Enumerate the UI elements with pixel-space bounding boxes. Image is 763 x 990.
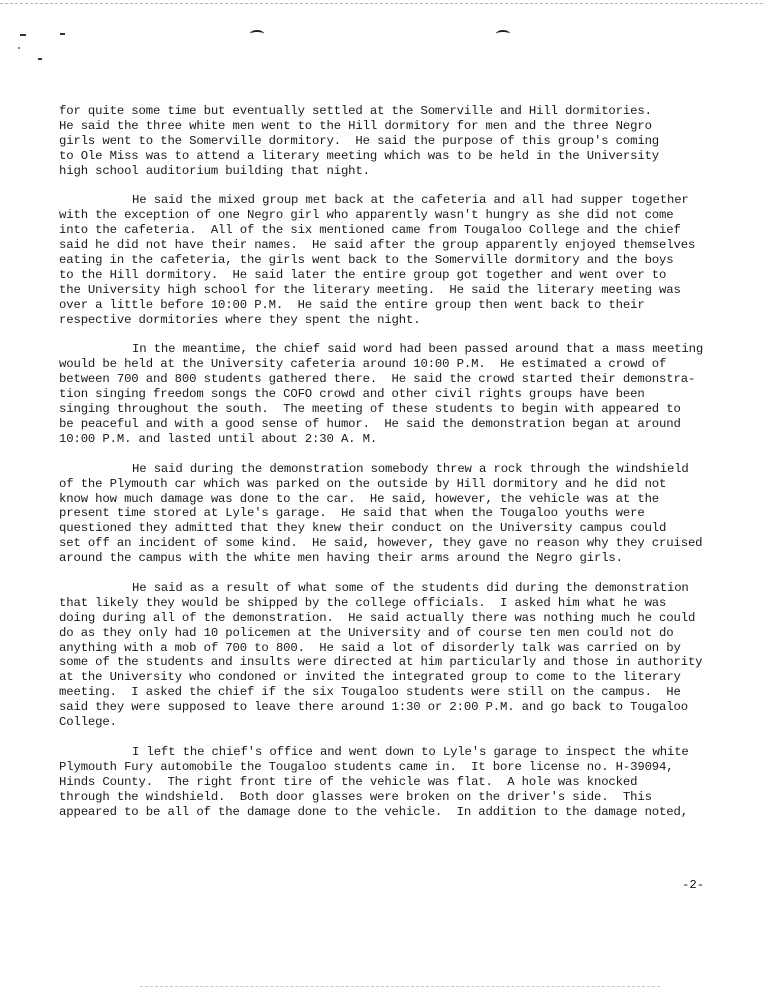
- page-top-edge: [0, 3, 763, 4]
- text-line: College.: [59, 715, 117, 730]
- page-number: -2-: [682, 878, 705, 892]
- text-line: meeting. I asked the chief if the six Tougaloo students were still on the campus. He: [59, 685, 681, 700]
- text-line: be peaceful and with a good sense of humor. He said the demonstration began at around: [59, 417, 681, 431]
- text-line: high school auditorium building that night.: [59, 163, 370, 178]
- text-line: to Ole Miss was to attend a literary meeting which was to be held in the University: [59, 148, 660, 163]
- text-line: anything with a mob of 700 to 800. He said a lot of disorderly talk was carried on by: [59, 640, 681, 655]
- stray-mark: [18, 47, 20, 49]
- paragraph: [59, 745, 739, 820]
- text-line: for quite some time but eventually settled at the Somerville and Hill dormitories.: [59, 104, 652, 118]
- text-line: girls went to the Somerville dormitory. He said the purpose of this group's coming: [59, 133, 660, 148]
- text-line: some of the students and insults were directed at him particularly and those in authority: [59, 655, 703, 670]
- text-line: present time stored at Lyle's garage. He said that when the Tougaloo youths were: [59, 506, 645, 521]
- paragraph: [59, 193, 739, 327]
- text-line: of the Plymouth car which was parked on the outside by Hill dormitory and he did not: [59, 476, 667, 491]
- text-line: do as they only had 10 policemen at the University and of course ten men could not do: [59, 625, 674, 640]
- stray-mark: [20, 34, 26, 36]
- paragraph: [59, 581, 739, 730]
- text-line: with the exception of one Negro girl who apparently wasn't hungry as she did not come: [59, 208, 674, 223]
- text-line: around the campus with the white men having their arms around the Negro girls.: [59, 551, 623, 566]
- text-line: between 700 and 800 students gathered there. He said the crowd started their demonstra-: [59, 372, 696, 387]
- text-line: tion singing freedom songs the COFO crowd and other civil rights groups have been: [59, 387, 645, 402]
- page-bottom-edge: [140, 986, 660, 987]
- text-line: He said the mixed group met back at the cafeteria and all had supper together: [132, 193, 689, 208]
- text-line: singing throughout the south. The meeting of these students to begin with appeared to: [59, 402, 681, 417]
- text-line: over a little before 10:00 P.M. He said the entire group then went back to their: [59, 297, 645, 312]
- text-line: set off an incident of some kind. He said, however, they gave no reason why they cruised: [59, 536, 703, 551]
- stray-mark: [60, 33, 65, 35]
- text-line: said they were supposed to leave there around 1:30 or 2:00 P.M. and go back to Tougaloo: [59, 700, 688, 715]
- text-line: Hinds County. The right front tire of the vehicle was flat. A hole was knocked: [59, 774, 638, 789]
- binder-hole-mark: [250, 30, 264, 38]
- paragraph: [59, 104, 739, 179]
- binder-hole-mark: [496, 30, 510, 38]
- text-line: appeared to be all of the damage done to the vehicle. In addition to the damage noted,: [59, 804, 688, 819]
- text-line: respective dormitories where they spent the night.: [59, 312, 421, 327]
- paragraph: [59, 342, 739, 446]
- text-line: In the meantime, the chief said word had been passed around that a mass meeting: [132, 342, 704, 357]
- text-line: He said the three white men went to the Hill dormitory for men and the three Negro: [59, 118, 652, 133]
- text-line: 10:00 P.M. and lasted until about 2:30 A. M.: [59, 431, 378, 446]
- text-line: know how much damage was done to the car. He said, however, the vehicle was at the: [59, 491, 660, 506]
- text-line: eating in the cafeteria, the girls went back to the Somerville dormitory and the boys: [59, 253, 674, 268]
- text-line: Plymouth Fury automobile the Tougaloo students came in. It bore license no. H-39094,: [59, 759, 674, 774]
- text-line: would be held at the University cafeteria around 10:00 P.M. He estimated a crowd of: [59, 357, 667, 372]
- text-line: I left the chief's office and went down to Lyle's garage to inspect the white: [132, 744, 689, 759]
- text-line: the University high school for the literary meeting. He said the literary meeting was: [59, 282, 681, 297]
- text-line: at the University who condoned or invited the integrated group to come to the literary: [59, 670, 681, 685]
- document-body: [59, 104, 739, 819]
- text-line: doing during all of the demonstration. He said actually there was nothing much he could: [59, 610, 696, 625]
- text-line: that likely they would be shipped by the college officials. I asked him what he was: [59, 595, 667, 610]
- text-line: into the cafeteria. All of the six mentioned came from Tougaloo College and the chief: [59, 223, 681, 238]
- text-line: said he did not have their names. He said after the group apparently enjoyed themselves: [59, 238, 696, 253]
- paragraph: [59, 462, 739, 566]
- stray-mark: [38, 58, 42, 60]
- text-line: He said as a result of what some of the students did during the demonstration: [132, 580, 689, 595]
- text-line: through the windshield. Both door glasses were broken on the driver's side. This: [59, 789, 652, 804]
- text-line: questioned they admitted that they knew their conduct on the University campus could: [59, 521, 667, 536]
- text-line: to the Hill dormitory. He said later the entire group got together and went over to: [59, 267, 667, 282]
- text-line: He said during the demonstration somebody threw a rock through the windshield: [132, 461, 689, 476]
